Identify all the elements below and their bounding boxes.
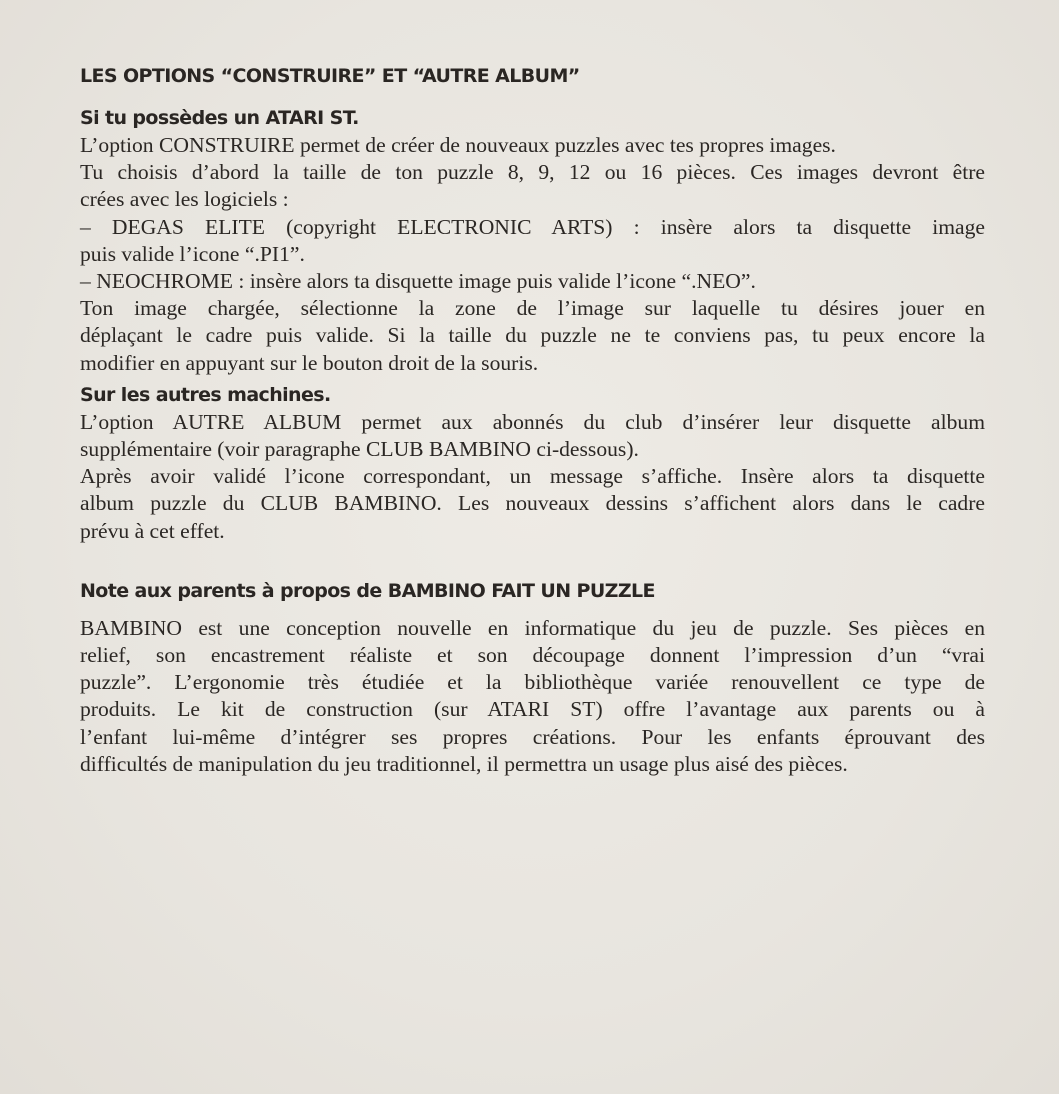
text-line: modifier en appuyant sur le bouton droit de la souris.: [80, 350, 539, 375]
text-line: l’enfant lui-même d’intégrer ses propres créations. Pour les enfants éprouvant des: [80, 724, 985, 749]
text-line: – NEOCHROME : insère alors ta disquette image puis valide l’icone “.NEO”.: [80, 269, 756, 294]
paragraph-other-machines: [80, 409, 985, 545]
paragraph-atari: [80, 132, 985, 377]
title-spacer: [80, 605, 985, 615]
text-line: produits. Le kit de construction (sur ATARI ST) offre l’avantage aux parents ou à: [80, 697, 985, 722]
subtitle-other-machines: Sur les autres machines.: [80, 383, 331, 406]
text-line: difficultés de manipulation du jeu traditionnel, il permettra un usage plus aisé des pièces.: [80, 751, 848, 776]
text-line: déplaçant le cadre puis valide. Si la taille du puzzle ne te conviens pas, tu peux encore la: [80, 323, 985, 348]
text-line: puis valide l’icone “.PI1”.: [80, 241, 305, 266]
text-line: supplémentaire (voir paragraphe CLUB BAMBINO ci-dessous).: [80, 437, 639, 462]
subtitle-atari: Si tu possèdes un ATARI ST.: [80, 107, 359, 129]
text-line: album puzzle du CLUB BAMBINO. Les nouveaux dessins s’affichent alors dans le cadre: [80, 491, 985, 516]
text-line: – DEGAS ELITE (copyright ELECTRONIC ARTS) : insère alors ta disquette image: [80, 214, 985, 239]
text-line: Tu choisis d’abord la taille de ton puzzle 8, 9, 12 ou 16 pièces. Ces images devront être: [80, 160, 985, 185]
section-title-parents-note: Note aux parents à propos de BAMBINO FAIT UN PUZZLE: [80, 579, 655, 602]
text-line: Après avoir validé l’icone correspondant, un message s’affiche. Insère alors ta disquette: [80, 464, 985, 489]
text-line: puzzle”. L’ergonomie très étudiée et la bibliothèque variée renouvellent ce type de: [80, 670, 985, 695]
text-line: crées avec les logiciels :: [80, 187, 289, 212]
section-title-options: LES OPTIONS “CONSTRUIRE” ET “AUTRE ALBUM”: [80, 65, 580, 87]
text-line: L’option AUTRE ALBUM permet aux abonnés du club d’insérer leur disquette album: [80, 409, 985, 434]
text-line: prévu à cet effet.: [80, 518, 225, 543]
text-line: relief, son encastrement réaliste et son découpage donnent l’impression d’un “vrai: [80, 643, 985, 668]
text-line: L’option CONSTRUIRE permet de créer de nouveaux puzzles avec tes propres images.: [80, 133, 836, 157]
text-line: Ton image chargée, sélectionne la zone de l’image sur laquelle tu désires jouer en: [80, 296, 985, 321]
section-spacer: [80, 549, 985, 577]
page-content: [80, 62, 985, 778]
paragraph-parents-note: [80, 615, 985, 778]
text-line: BAMBINO est une conception nouvelle en informatique du jeu de puzzle. Ses pièces en: [80, 615, 985, 640]
